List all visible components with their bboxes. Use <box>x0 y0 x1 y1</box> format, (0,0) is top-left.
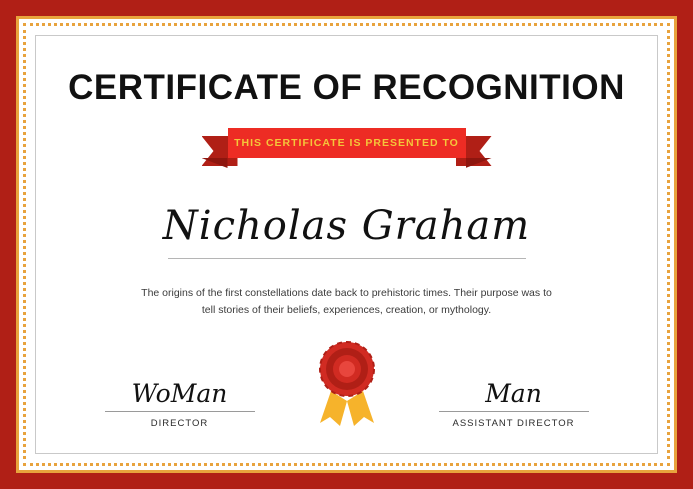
signature-mark: Man <box>485 378 542 408</box>
certificate-inner-panel <box>35 35 658 454</box>
signature-role-label: DIRECTOR <box>150 418 209 429</box>
signature-line <box>439 411 589 412</box>
signature-block-director <box>100 380 260 430</box>
ribbon-band <box>228 128 466 158</box>
award-seal-icon <box>306 329 388 429</box>
page-title: CERTIFICATE OF RECOGNITION <box>68 68 625 107</box>
recipient-name: Nicholas Graham <box>162 203 531 249</box>
signature-block-assistant-director <box>434 380 594 430</box>
signature-mark: WoMan <box>131 378 228 408</box>
signature-role-label: ASSISTANT DIRECTOR <box>452 418 575 429</box>
recipient-underline <box>168 258 526 259</box>
gold-frame <box>16 16 677 473</box>
dotted-gold-frame <box>23 23 670 466</box>
signature-row <box>36 329 657 429</box>
ribbon-label: THIS CERTIFICATE IS PRESENTED TO <box>234 137 459 149</box>
presented-to-ribbon <box>202 128 492 170</box>
certificate-body-text: The origins of the first constellations date back to prehistoric times. Their purpose was to tell stories of their beliefs, experiences, creation, or mythology. <box>141 287 552 317</box>
signature-line <box>105 411 255 412</box>
